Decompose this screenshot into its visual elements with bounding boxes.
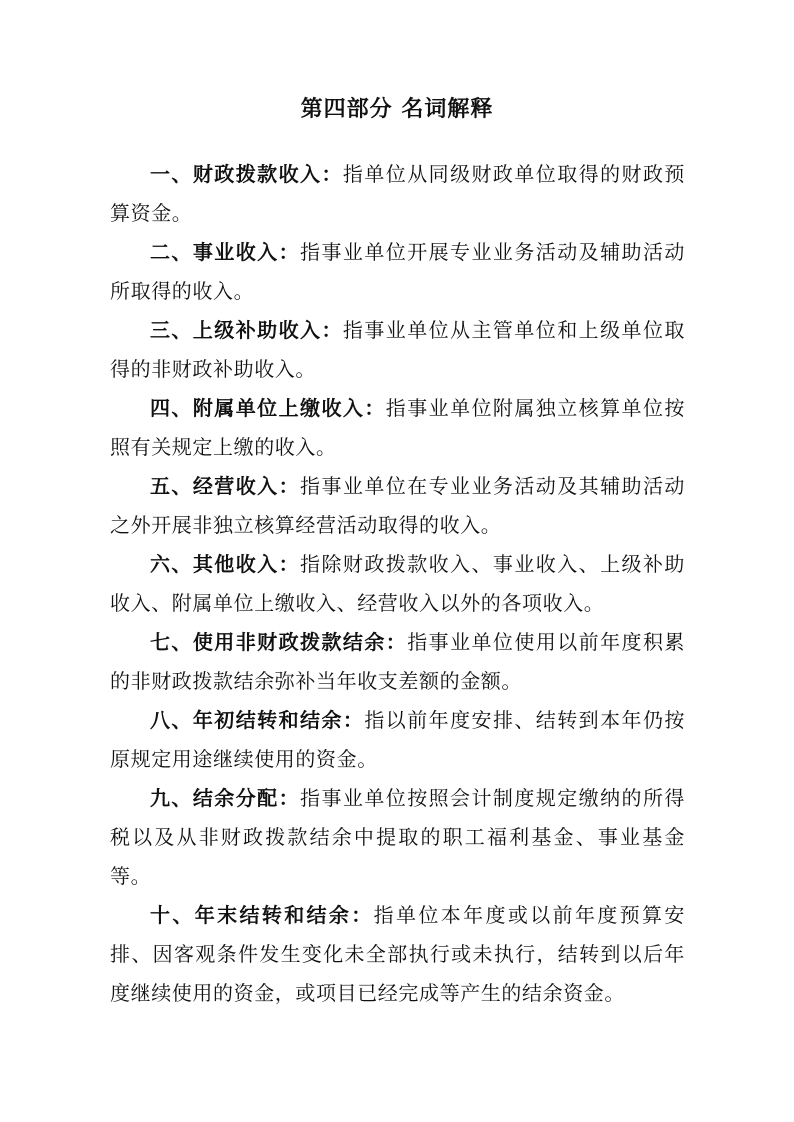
glossary-definition: 指事业单位附属独立核算单位按照有关规定上缴的收入。: [110, 396, 685, 459]
glossary-definition: 指事业单位按照会计制度规定缴纳的所得税以及从非财政拨款结余中提取的职工福利基金、事业基金等。: [110, 786, 685, 888]
glossary-entry-5: [110, 467, 685, 545]
glossary-term: 七、使用非财政拨款结余：: [150, 630, 408, 654]
glossary-term: 三、上级补助收入：: [150, 318, 343, 342]
glossary-term: 十、年末结转和结余：: [150, 903, 374, 927]
glossary-entry-9: [110, 779, 685, 896]
glossary-entry-2: [110, 233, 685, 311]
glossary-definition: 指除财政拨款收入、事业收入、上级补助收入、附属单位上缴收入、经营收入以外的各项收入。: [110, 552, 685, 615]
glossary-definition: 指单位从同级财政单位取得的财政预算资金。: [110, 162, 685, 225]
glossary-definition: 指事业单位从主管单位和上级单位取得的非财政补助收入。: [110, 318, 685, 381]
glossary-term: 二、事业收入：: [150, 240, 301, 264]
glossary-definition: 指单位本年度或以前年度预算安排、因客观条件发生变化未全部执行或未执行，结转到以后年度继续使用的资金，或项目已经完成等产生的结余资金。: [110, 903, 686, 1005]
glossary-term: 五、经营收入：: [150, 474, 301, 498]
glossary-entry-1: [110, 155, 685, 233]
glossary-entry-4: [110, 389, 685, 467]
glossary-entry-6: [110, 545, 685, 623]
glossary-entry-8: [110, 701, 685, 779]
glossary-definition: 指事业单位开展专业业务活动及辅助活动所取得的收入。: [110, 240, 685, 303]
glossary-term: 八、年初结转和结余：: [150, 708, 365, 732]
glossary-term: 四、附属单位上缴收入：: [150, 396, 386, 420]
glossary-entry-10: [110, 896, 685, 1013]
glossary-term: 六、其他收入：: [150, 552, 301, 576]
glossary-definition: 指以前年度安排、结转到本年仍按原规定用途继续使用的资金。: [110, 708, 686, 771]
glossary-definition: 指事业单位在专业业务活动及其辅助活动之外开展非独立核算经营活动取得的收入。: [110, 474, 685, 537]
glossary-entry-3: [110, 311, 685, 389]
glossary-body: [110, 155, 685, 1013]
glossary-entry-7: [110, 623, 685, 701]
page-title: 第四部分 名词解释: [300, 97, 494, 122]
glossary-term: 一、财政拨款收入：: [150, 162, 343, 186]
glossary-definition: 指事业单位使用以前年度积累的非财政拨款结余弥补当年收支差额的金额。: [110, 630, 685, 693]
glossary-term: 九、结余分配：: [150, 786, 301, 810]
